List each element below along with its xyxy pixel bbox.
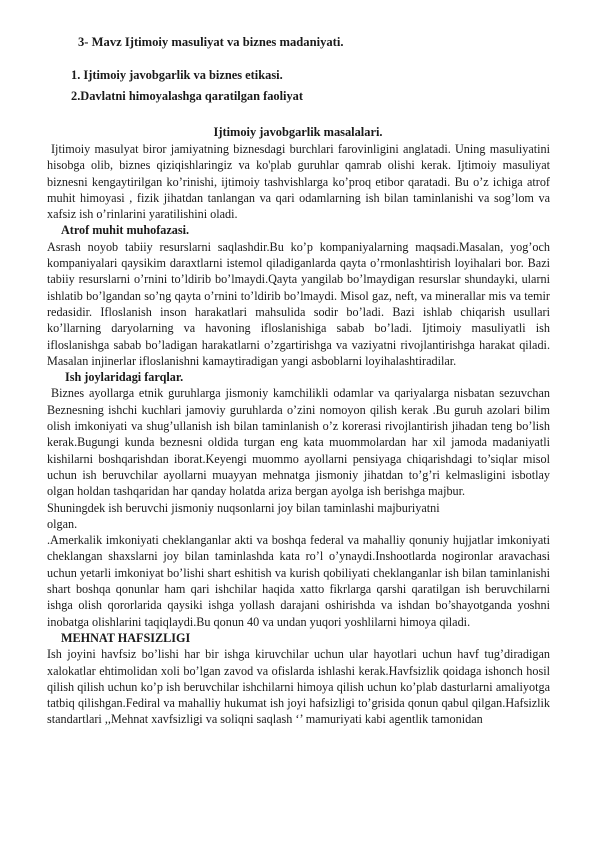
- document-body: [47, 141, 550, 728]
- topic-outline: [71, 65, 303, 107]
- subsection-heading-environment: Atrof muhit muhofazasi.: [61, 223, 190, 238]
- intro-paragraph: Ijtimoiy masulyat biror jamiyatning biznesdagi burchlari farovinligini anglatadi. Uning masuliyatini hisobga olib, biznes qiziqishlaringiz va ko'plab guruhlar qamrab olishi kerak. Ijtimoiy masuliyat biznesni kengaytirilgan ko’rinishi, ijtimoiy tashvishlarga ko’proq etibor qaratadi. Bu o’z ichiga atrof muhit himoyasi , fizik jihatdan tanlangan va qari odamlarning ish bilan taminlanishi va sog’lom va xafsiz ish o’rinlarini yaratilishini oladi.: [47, 142, 550, 222]
- workplace-paragraph: Biznes ayollarga etnik guruhlarga jismoniy kamchilikli odamlar va qariyalarga nisbatan sezuvchan Beznesning ishchi kuchlari jamoviy guruhlarda o’zini nomoyon qilish kerak .Bu guruh azolari bilim olish imkoniyati va shug’ullanish ish bilan taminlanish o’z korerasi rivojlantirish jihadan teng bo’lish kerak.Bugungi kunda beznesni oldida turgan eng kata muommolardan har xil jamoda madaniyatli kishilarni boshqarishdan iborat.Keyengi muommo ayollarni pensiyaga chiqarishdagi to’siqlar misol uchun ish beruvchilar ayollarni muayyan mehnatga jismoniy jihatdan to’g’ri kelmasligini isbotlay olgan holdan tashqaridan har qanday holatda ariza bergan ayolga ish berishga majbur.: [47, 386, 550, 499]
- outline-item: 2.Davlatni himoyalashga qaratilgan faoliyat: [71, 89, 303, 103]
- subsection-heading-workplace-differences: Ish joylaridagi farqlar.: [65, 370, 184, 385]
- disability-paragraph: .Amerkalik imkoniyati cheklanganlar akti va boshqa federal va mahalliy qonuniy hujjatlar imkoniyati cheklangan shaxslarni joy bilan taminlashda kata ro’l o’ynaydi.Inshootlarda nogironlar aravachasi uchun yetarli imkoniyat bo’lishi shart eshitish va kurish qobiliyati cheklanganlar ish bilan taminlanishi shart boshqa qonunlar ham qari ishchilar haqida xatto fikrlarga qarshi qaratilgan ish beruvchilarni ishga olish qororlarida qaysiki ishga yollash darajani oshirishda va ishdan bo’shayotganda yoshni inobatga olishlarini taqiqlaydi.Bu qonun 40 va undan yuqori yoshlilarni himoya qiladi.: [47, 533, 550, 629]
- section-heading: Ijtimoiy javobgarlik masalalari.: [213, 125, 383, 139]
- subsection-heading-labor-safety: MEHNAT HAFSIZLIGI: [61, 630, 191, 645]
- document-title: 3- Mavz Ijtimoiy masuliyat va biznes madaniyati.: [78, 35, 344, 49]
- workplace-line-end: olgan.: [47, 516, 78, 531]
- outline-item: 1. Ijtimoiy javobgarlik va biznes etikasi.: [71, 68, 283, 82]
- safety-paragraph: Ish joyini havfsiz bo’lishi har bir ishga kiruvchilar uchun ular hayotlari uchun havf tug’diradigan xalokatlar ehtimolidan xoli bo’lgan zavod va ofislarda ishlashi kerak.Havfsizlik qoidaga ishonch hosil qilish qilish uchun ko’p ish beruvchilar ishchilarni himoya qilish uchun ko’plab dasturlarni amaliyotga tatbiq qilishgan.Fediral va mahalliy hukumat ish joyi hafsizligi to’grisida qonun qabul qilgan.Hafsizlik standartlari ,,Mehnat xavfsizligi va soliqni saqlash ‘’ mamuriyati kabi agentlik tamonidan: [47, 647, 550, 727]
- environment-paragraph: Asrash noyob tabiiy resurslarni saqlashdir.Bu ko’p kompaniyalarning maqsadi.Masalan, yog’och kompaniyalari qaysikim daraxtlarni istemol qiladiganlarda qayta o’rmonlashtirish loyihalari bor. Bazi tabiiy resurslarni o’rnini to’ldirib bo’lmaydi.Qayta yangilab bo’lmaydigan resurslar shundayki, ularni ishlatib bo’lgandan so’ng qayta o’rnini to’ldirib bo’lmaydi. Misol gaz, neft, va minerallar mis va temir redasidir. Ifloslanish inson harakatlari mahsulida sodir bo’ladi. Bazi ishlab chiqarish usullari ko’llarning daryolarning va havoning ifloslanishiga sabab bo’ladi. Ijtimoiy masuliyatli ish ifloslanishga sabab bo’ladigan harakatlarni o’zgartirishga va vaziyatni rivojlantirishga harakat qiladi. Masalan injinerlar ifloslanishni kamaytiradigan yangi asboblarni loyihalashtiradilar.: [47, 239, 550, 368]
- workplace-line: Shuningdek ish beruvchi jismoniy nuqsonlarni joy bilan taminlashi majburiyatni: [47, 500, 440, 515]
